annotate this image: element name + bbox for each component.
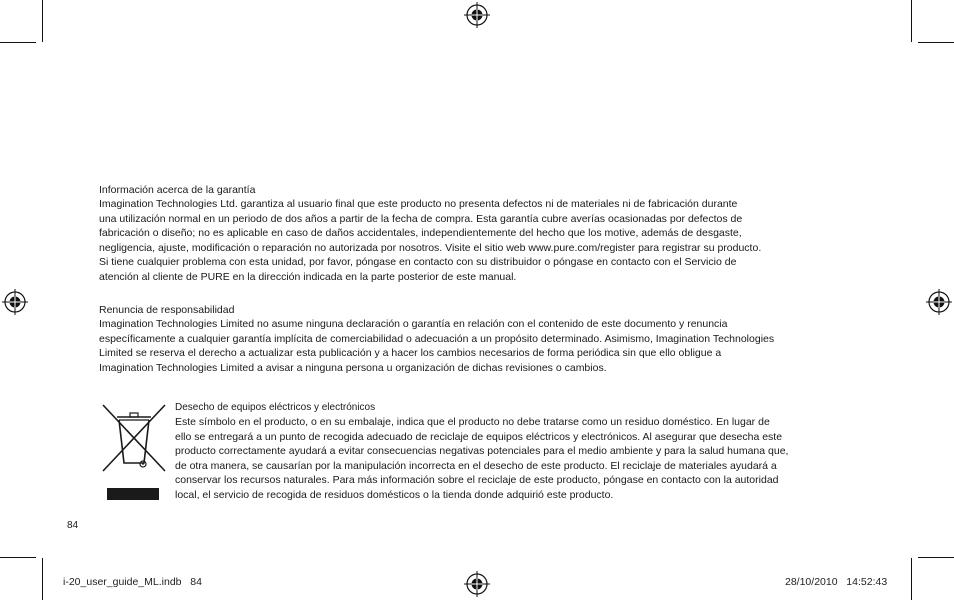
weee-text-block bbox=[175, 401, 867, 503]
page-number: 84 bbox=[67, 520, 79, 531]
weee-line: local, el servicio de recogida de residuos domésticos o la tienda donde adquirió este producto. bbox=[175, 488, 614, 501]
weee-section bbox=[99, 401, 869, 501]
crop-mark bbox=[0, 42, 36, 43]
crop-mark bbox=[911, 0, 912, 42]
registration-mark-icon bbox=[464, 2, 490, 28]
slug-date-time: 28/10/2010 14:52:43 bbox=[785, 576, 888, 588]
warranty-section bbox=[99, 183, 859, 285]
weee-line: conservar los recursos naturales. Para más información sobre el reciclaje de este producto, póngase en contacto con la autoridad bbox=[175, 474, 779, 487]
crop-mark bbox=[911, 558, 912, 600]
disclaimer-line: específicamente a cualquier garantía implícita de comerciabilidad o adecuación a un propósito determinado. Asimismo, Imagination Technologies bbox=[99, 332, 775, 345]
weee-line: ello se entregará a un punto de recogida adecuado de reciclaje de equipos eléctricos y electrónicos. Al asegurar que desecha este bbox=[175, 430, 783, 443]
crop-mark bbox=[42, 0, 43, 42]
weee-heading: Desecho de equipos eléctricos y electrónicos bbox=[175, 402, 376, 413]
warranty-heading: Información acerca de la garantía bbox=[99, 184, 256, 196]
disclaimer-section bbox=[99, 303, 859, 375]
warranty-line: Imagination Technologies Ltd. garantiza al usuario final que este producto no presenta defectos ni de materiales ni de fabricación durante bbox=[99, 198, 738, 210]
weee-line: de otra manera, se causarían por la manipulación incorrecta en el desecho de este producto. El reciclaje de materiales ayudará a bbox=[175, 459, 777, 472]
crop-mark bbox=[918, 557, 954, 558]
crop-mark bbox=[918, 42, 954, 43]
disclaimer-line: Imagination Technologies Limited no asume ninguna declaración o garantía en relación con el contenido de este documento y renuncia bbox=[99, 318, 728, 330]
weee-line: Este símbolo en el producto, o en su embalaje, indica que el producto no debe tratarse como un residuo doméstico. En lugar de bbox=[175, 416, 770, 428]
weee-line: producto correctamente ayudará a evitar consecuencias negativas potenciales para el medio ambiente y para la salud humana que, bbox=[175, 445, 789, 458]
registration-mark-icon bbox=[464, 571, 490, 597]
disclaimer-heading: Renuncia de responsabilidad bbox=[99, 304, 235, 316]
crossed-out-wheelie-bin-icon bbox=[99, 401, 169, 473]
slug-file-name: i-20_user_guide_ML.indb 84 bbox=[63, 576, 202, 588]
warranty-line: una utilización normal en un periodo de dos años a partir de la fecha de compra. Esta garantía cubre averías ocasionadas por defectos de bbox=[99, 212, 743, 225]
warranty-line: negligencia, ajuste, modificación o reparación no autorizada por nosotros. Visite el sitio web www.pure.com/register para registrar su producto. bbox=[99, 241, 762, 254]
warranty-line: atención al cliente de PURE en la dirección indicada en la parte posterior de este manual. bbox=[99, 270, 517, 283]
registration-mark-icon bbox=[2, 289, 28, 315]
crop-mark bbox=[0, 557, 36, 558]
disclaimer-line: Limited se reserva el derecho a actualizar esta publicación y a hacer los cambios necesarios de forma periódica sin que ello obligue a bbox=[99, 347, 722, 360]
crop-mark bbox=[42, 558, 43, 600]
registration-mark-icon bbox=[926, 289, 952, 315]
weee-underline-bar bbox=[107, 488, 159, 500]
warranty-line: Si tiene cualquier problema con esta unidad, por favor, póngase en contacto con su distribuidor o póngase en contacto con el Servicio de bbox=[99, 256, 737, 269]
disclaimer-line: Imagination Technologies Limited a avisar a ninguna persona u organización de dichas revisiones o cambios. bbox=[99, 361, 607, 374]
warranty-line: fabricación o diseño; no es aplicable en caso de daños accidentales, independientemente del hecho que los motive, además de desgaste, bbox=[99, 227, 742, 240]
